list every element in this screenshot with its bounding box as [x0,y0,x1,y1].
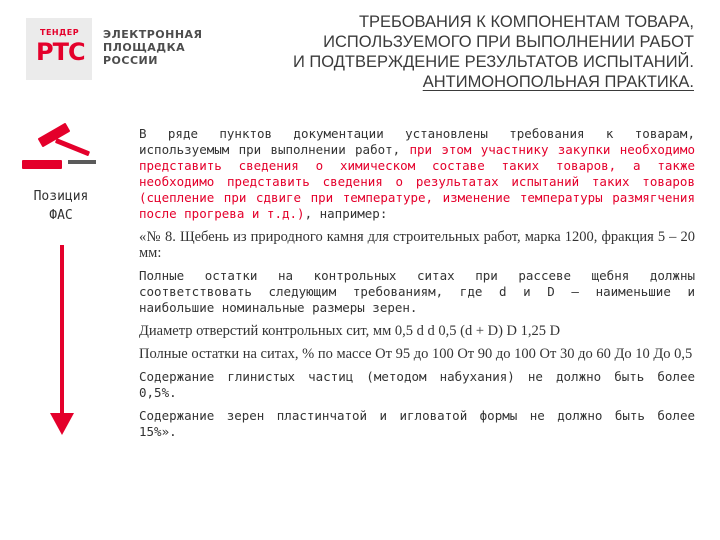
down-arrow-icon [50,245,74,435]
logo-caption-line: ПЛОЩАДКА [103,41,186,54]
logo-caption-line: РОССИИ [103,54,158,67]
title-line: И ПОДТВЕРЖДЕНИЕ РЕЗУЛЬТАТОВ ИСПЫТАНИЙ. [292,53,694,71]
logo-small-text: ТЕНДЕР [40,28,80,37]
gavel-icon [20,120,102,178]
page-title [214,12,694,92]
title-line: ТРЕБОВАНИЯ К КОМПОНЕНТАМ ТОВАРА, [358,13,694,31]
paragraph-residues: Полные остатки на ситах, % по массе От 95 до 100 От 90 до 100 От 30 до 60 До 10 До 0,5 [139,346,693,362]
intro-text: В ряде пунктов документации установлены требования к товарам, используемым при выполнении работ, [139,126,695,157]
document-body [139,126,695,447]
title-line: ИСПОЛЬЗУЕМОГО ПРИ ВЫПОЛНЕНИИ РАБОТ [323,33,694,51]
paragraph-sieve-diameter: Диаметр отверстий контрольных сит, мм 0,5 d d 0,5 (d + D) D 1,25 D [139,323,561,339]
paragraph-item: «№ 8. Щебень из природного камня для строительных работ, марка 1200, фракция 5 – 20 мм: [139,229,695,261]
title-line: АНТИМОНОПОЛЬНАЯ ПРАКТИКА. [422,73,694,91]
intro-tail: , например: [304,206,388,221]
paragraph-intro [139,126,695,222]
logo-big-text: РТС [36,38,85,66]
fas-position-label [20,187,102,225]
logo-caption-line: ЭЛЕКТРОННАЯ [103,28,203,41]
rts-logo [26,18,92,80]
logo-caption [103,28,223,67]
fas-label-line: Позиция [33,189,89,204]
paragraph-grains: Содержание зерен пластинчатой и игловатой формы не должно быть более 15%». [139,408,695,439]
paragraph-requirements: Полные остатки на контрольных ситах при рассеве щебня должны соответствовать следующим требованиям, где d и D – наименьшие и наибольшие номинальные размеры зерен. [139,268,695,315]
paragraph-clay: Содержание глинистых частиц (методом набухания) не должно быть более 0,5%. [139,369,695,400]
fas-label-line: ФАС [49,208,73,223]
intro-highlight: при этом участнику закупки необходимо представить сведения о химическом составе таких товаров, а также необходимо представить сведения о результатах испытаний таких товаров (сцепление при сдвиге при температуре, изменение температуры размягчения после прогрева и т.д.) [139,142,695,221]
